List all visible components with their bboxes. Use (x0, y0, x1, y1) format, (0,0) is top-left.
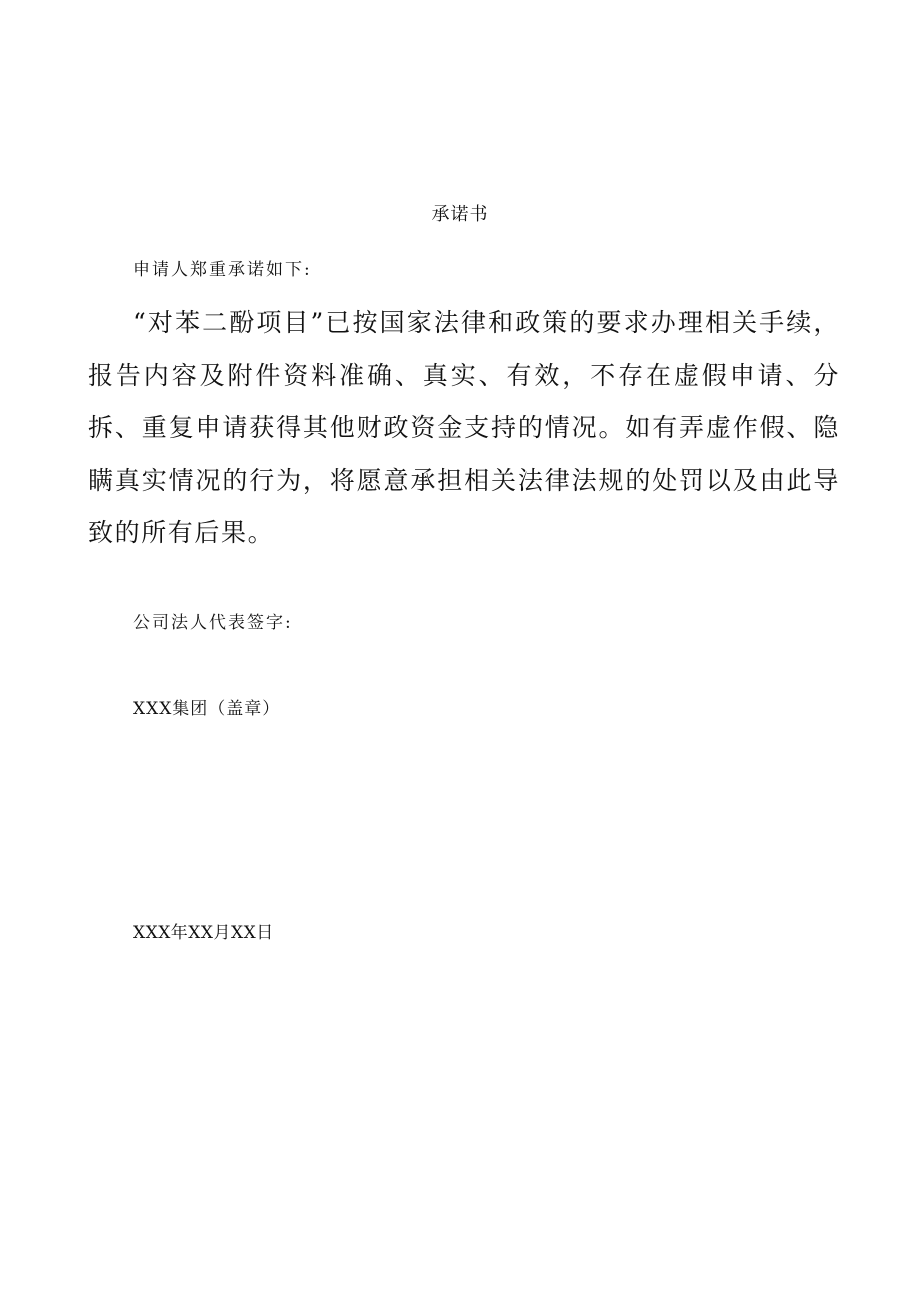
date-line: XXX年XX月XX日 (133, 923, 274, 943)
commitment-paragraph: “对苯二酚项目”已按国家法律和政策的要求办理相关手续，报告内容及附件资料准确、真实、有效，不存在虚假申请、分拆、重复申请获得其他财政资金支持的情况。如有弄虚作假、隐瞒真实情况的行为，将愿意承担相关法律法规的处罚以及由此导致的所有后果。 (88, 308, 840, 547)
intro-line: 申请人郑重承诺如下: (133, 260, 312, 280)
company-seal-line: XXX集团（盖章） (133, 699, 281, 719)
document-title: 承诺书 (431, 204, 489, 225)
signature-label: 公司法人代表签字: (133, 613, 293, 633)
